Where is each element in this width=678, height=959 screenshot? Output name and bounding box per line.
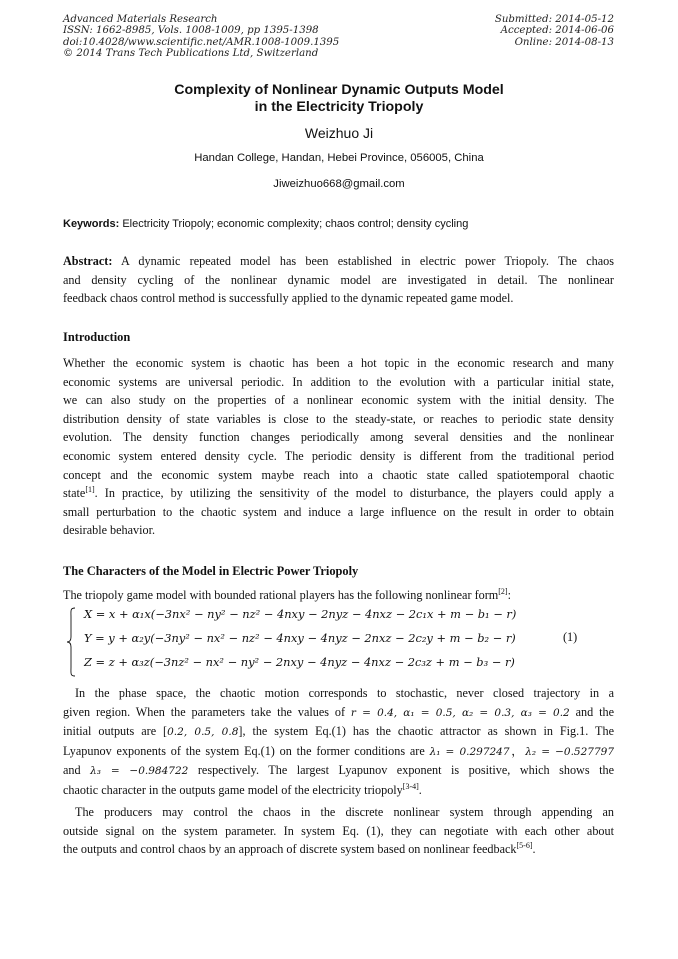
para-line: and λ₃ = −0.984722 respectively. The largest Lyapunov exponent is positive, which shows the (63, 763, 615, 778)
intro-line: evolution. The density function changes periodically among several densities and the nonlinear (63, 430, 614, 445)
lyapunov-1: λ₁ = 0.297247 (429, 745, 510, 758)
journal-name: Advanced Materials Research (63, 14, 218, 25)
keywords-label: Keywords: (63, 218, 120, 230)
author-name: Weizhuo Ji (304, 125, 374, 141)
abstract-line: feedback chaos control method is successfully applied to the dynamic repeated game model. (63, 291, 514, 306)
para-line: given region. When the parameters take the values of r = 0.4, α₁ = 0.5, α₂ = 0.3, α₃ = 0.2 and the (63, 704, 615, 719)
abstract-line: and density cycling of the nonlinear dynamic model are investigated in detail. The nonlinear (63, 272, 614, 287)
citation-ref: [1] (85, 485, 95, 495)
dates-header (495, 14, 614, 48)
para-line: outside signal on the system parameter. In system Eq. (1), they can negotiate with each other about (63, 823, 614, 838)
equation-z: Z = z + α₃z(−3nz² − nx² − ny² − 2nxy − 4nyz − 4nxz − 2c₃z + m − b₃ − r) (84, 655, 515, 669)
chaos-control-paragraph (63, 803, 614, 859)
intro-line: distribution density of state variables is close to the steady-state, or reaches to periodic state density (63, 411, 614, 426)
abstract (63, 252, 614, 308)
initial-outputs: 0.2, 0.5, 0.8 (167, 726, 239, 739)
online-date: Online: 2014-08-13 (514, 36, 614, 48)
parameter-values: r = 0.4, α₁ = 0.5, α₂ = 0.3, α₃ = 0.2 (350, 706, 570, 719)
affiliation: Handan College, Handan, Hebei Province, 056005, China (194, 152, 484, 164)
abstract-line: Abstract: A dynamic repeated model has been established in electric power Triopoly. The chaos (63, 254, 614, 268)
citation-ref: [5-6] (516, 841, 533, 851)
lyapunov-3: λ₃ = −0.984722 (90, 765, 189, 778)
para-line: In the phase space, the chaotic motion corresponds to stochastic, never closed trajectory in a (75, 686, 614, 700)
lyapunov-2: λ₂ = −0.527797 (525, 745, 614, 758)
section-heading-introduction: Introduction (63, 330, 131, 344)
keywords (63, 218, 468, 230)
para-line: chaotic character in the outputs game model of the electricity triopoly[3-4]. (63, 781, 422, 797)
paper-title (0, 82, 678, 116)
intro-line: economic system entered density cycle. The periodic density is different from the traditional period (63, 448, 614, 463)
intro-line: economic systems are universal periodic. In addition to the evolution with a particular initial state, (63, 374, 614, 389)
issn-line: ISSN: 1662-8985, Vols. 1008-1009, pp 1395-1398 (63, 25, 319, 37)
section-heading-characters: The Characters of the Model in Electric Power Triopoly (63, 564, 359, 578)
intro-line: Whether the economic system is chaotic has been a hot topic in the economic research and many (63, 356, 614, 370)
model-intro-text: The triopoly game model with bounded rational players has the following nonlinear form[2]: (63, 587, 511, 602)
introduction-body (63, 354, 614, 540)
keywords-text: Electricity Triopoly; economic complexity; chaos control; density cycling (122, 218, 469, 230)
author-email: Jiweizhuo668@gmail.com (273, 178, 405, 190)
intro-line: small perturbation to the chaotic system and induce a large influence on the result in order to obtain (63, 504, 614, 519)
intro-line: concept and the economic system maybe reach into a chaotic state called spatiotemporal chaotic (63, 467, 614, 482)
journal-header (63, 14, 339, 59)
equation-system (66, 605, 566, 677)
para-line: the outputs and control chaos by an approach of discrete system based on nonlinear feedback[5-6]. (63, 841, 536, 857)
brace-icon (66, 607, 76, 677)
citation-ref: [3-4] (402, 781, 419, 791)
phase-space-paragraph (63, 684, 614, 800)
para-line: The producers may control the chaos in the discrete nonlinear system through appending an (75, 805, 614, 819)
title-line-1: Complexity of Nonlinear Dynamic Outputs Model (174, 82, 504, 98)
submitted-date: Submitted: 2014-05-12 (494, 14, 614, 25)
title-line-2: in the Electricity Triopoly (254, 99, 424, 115)
para-line: Lyapunov exponents of the system Eq.(1) on the former conditions are λ₁ = 0.297247，λ₂ = −0.527797 (63, 743, 614, 758)
equation-x: X = x + α₁x(−3nx² − ny² − nz² − 4nxy − 2nyz − 4nxz − 2c₁x + m − b₁ − r) (84, 607, 517, 621)
abstract-label: Abstract: (63, 254, 113, 268)
doi-line: doi:10.4028/www.scientific.net/AMR.1008-1009.1395 (63, 36, 340, 48)
equation-number: (1) (563, 630, 578, 644)
para-line: initial outputs are [0.2, 0.5, 0.8], the system Eq.(1) has the chaotic attractor as shown in Fig.1. The (63, 724, 615, 739)
intro-line: state[1]. In practice, by utilizing the sensitivity of the model to disturbance, the players could apply a (63, 485, 614, 501)
intro-line: we can also study on the properties of a nonlinear economic system with the initial density. The (63, 393, 614, 408)
copyright-line: © 2014 Trans Tech Publications Ltd, Switzerland (63, 47, 319, 59)
equation-y: Y = y + α₂y(−3ny² − nx² − nz² − 4nxy − 4nyz − 2nxz − 2c₂y + m − b₂ − r) (84, 631, 516, 645)
citation-ref: [2] (498, 587, 508, 596)
accepted-date: Accepted: 2014-06-06 (500, 25, 614, 37)
intro-line: desirable behavior. (63, 523, 156, 538)
